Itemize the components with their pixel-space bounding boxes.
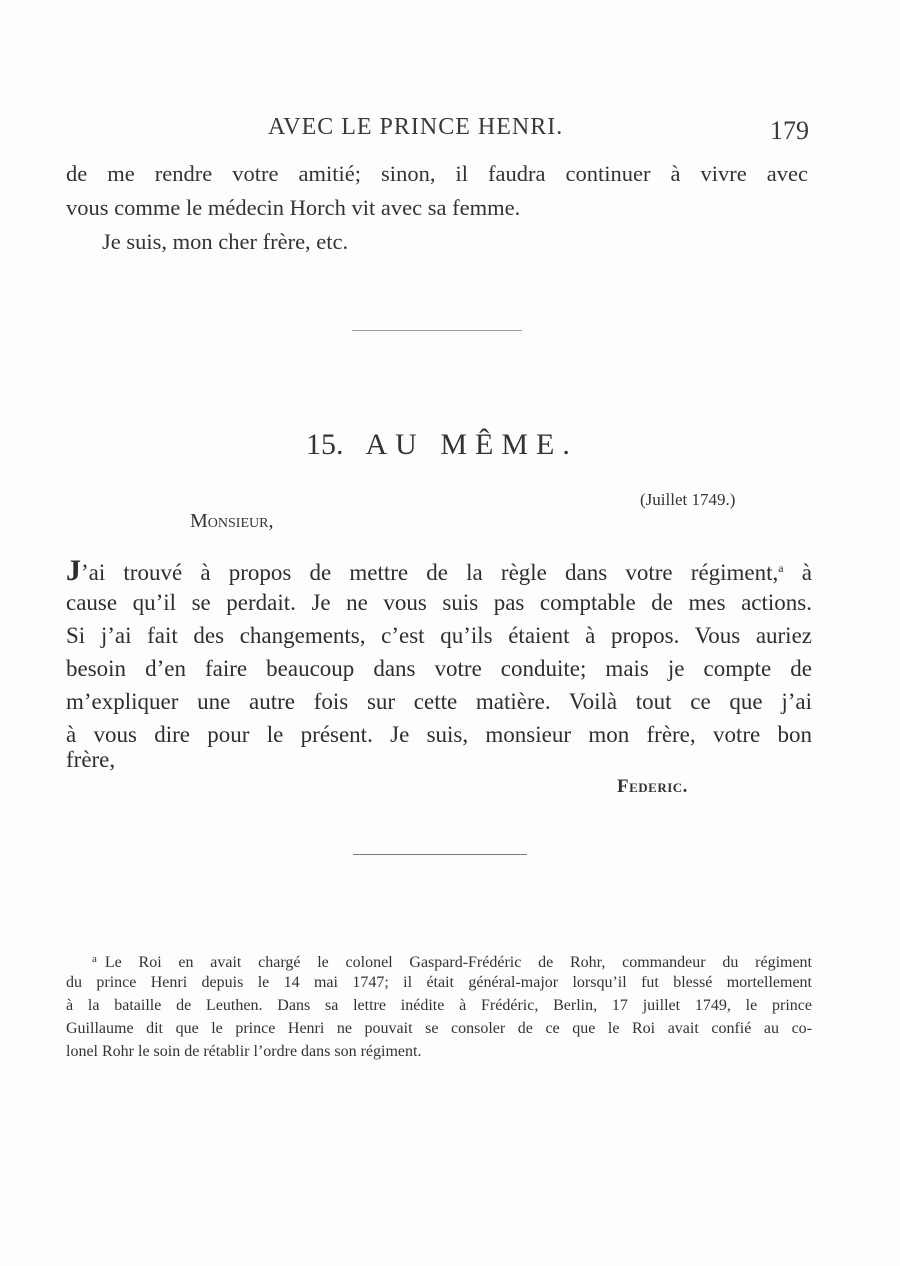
salutation: Monsieur, xyxy=(190,510,274,532)
text-line: cause qu’il se perdait. Je ne vous suis pas comptable de mes actions. xyxy=(66,590,812,615)
running-header: AVEC LE PRINCE HENRI. xyxy=(268,114,564,140)
closing-line: Je suis, mon cher frère, etc. xyxy=(102,229,349,254)
text-line: à vous dire pour le présent. Je suis, monsieur mon frère, votre bon xyxy=(66,722,812,747)
text-line xyxy=(66,552,812,589)
text-line: vous comme le médecin Horch vit avec sa femme. xyxy=(66,195,521,220)
text-line: besoin d’en faire beaucoup dans votre conduite; mais je compte de xyxy=(66,656,812,681)
page-number: 179 xyxy=(770,116,809,145)
initial-letter: J xyxy=(66,554,81,587)
footnote-line: lonel Rohr le soin de rétablir l’ordre dans son régiment. xyxy=(66,1043,422,1060)
footnote-marker: a xyxy=(92,953,97,965)
text-line-content: ’ai trouvé à propos de mettre de la règle dans votre régiment, xyxy=(81,560,779,585)
footnote-divider xyxy=(353,854,527,855)
footnote-text: Le Roi en avait chargé le colonel Gaspard-Frédéric de Rohr, commandeur du régiment xyxy=(104,954,812,971)
section-divider xyxy=(352,330,522,331)
signature: Federic. xyxy=(617,776,688,797)
letter-number: 15. xyxy=(306,428,344,461)
footnote-line: Guillaume dit que le prince Henri ne pouvait se consoler de ce que le Roi avait confié au co- xyxy=(66,1020,812,1037)
footnote-line: du prince Henri depuis le 14 mai 1747; il était général-major lorsqu’il fut blessé mortellement xyxy=(66,974,812,991)
footnote-line: à la bataille de Leuthen. Dans sa lettre inédite à Frédéric, Berlin, 17 juillet 1749, le prince xyxy=(66,997,812,1014)
text-line: frère, xyxy=(66,747,116,772)
text-line: de me rendre votre amitié; sinon, il faudra continuer à vivre avec xyxy=(66,161,808,186)
text-line: Si j’ai fait des changements, c’est qu’ils étaient à propos. Vous auriez xyxy=(66,623,812,648)
letter-date: (Juillet 1749.) xyxy=(640,490,736,509)
footnote-reference[interactable]: a xyxy=(778,561,784,575)
text-line: m’expliquer une autre fois sur cette matière. Voilà tout ce que j’ai xyxy=(66,689,812,714)
letter-title: AU MÊME. xyxy=(365,428,578,461)
text-line-tail: à xyxy=(801,560,812,585)
letter-heading xyxy=(306,428,578,462)
